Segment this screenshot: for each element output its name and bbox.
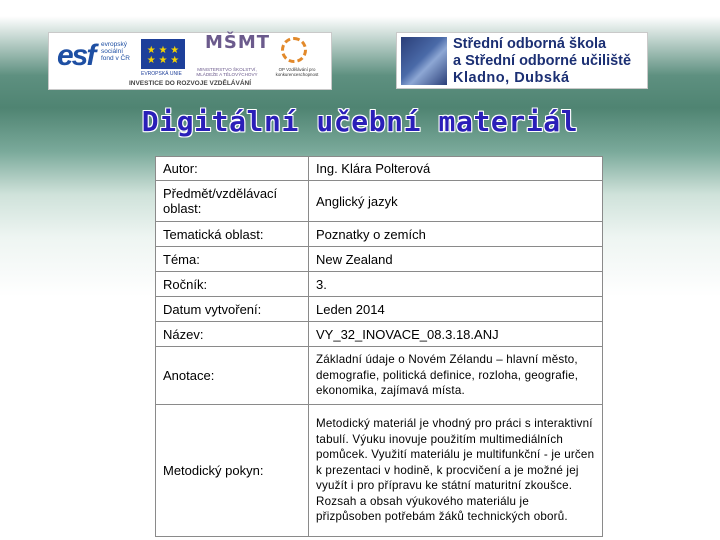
eu-caption: EVROPSKÁ UNIE: [141, 71, 182, 77]
msmt-logo: MŠMT: [205, 32, 271, 53]
esf-caption-line: evropský: [101, 41, 128, 48]
row-value: Základní údaje o Novém Zélandu – hlavní město, demografie, politická definice, rozloha, geografie, ekonomika, zajímavá místa.: [309, 347, 603, 405]
row-value: 3.: [309, 272, 603, 297]
school-name-line-1: Střední odborná škola: [453, 36, 607, 52]
row-value: Poznatky o zemích: [309, 222, 603, 247]
eu-flag-icon: ★ ★ ★ ★ ★ ★: [141, 39, 185, 69]
table-row: [156, 322, 603, 347]
row-label: Autor:: [156, 157, 309, 181]
op-caption: OP Vzdělávání pro konkurenceschopnost: [275, 67, 319, 77]
esf-logo: esf: [57, 39, 95, 72]
row-label: Předmět/vzdělávací oblast:: [156, 181, 309, 222]
row-value: New Zealand: [309, 247, 603, 272]
table-row: [156, 272, 603, 297]
table-row: [156, 247, 603, 272]
row-label: Název:: [156, 322, 309, 347]
page-title: Digitální učební materiál: [141, 105, 579, 138]
table-row: [156, 222, 603, 247]
table-row: [156, 157, 603, 181]
msmt-caption: MINISTERSTVO ŠKOLSTVÍ, MLÁDEŽE A TĚLOVÝCHOVY: [196, 67, 258, 77]
table-row: [156, 405, 603, 537]
op-logo-icon: [281, 37, 307, 63]
esf-logo-banner: [48, 32, 332, 90]
esf-caption-line: sociální: [101, 48, 124, 55]
row-value: Leden 2014: [309, 297, 603, 322]
esf-caption: [101, 41, 141, 62]
row-label: Ročník:: [156, 272, 309, 297]
school-logo-banner: [396, 32, 648, 89]
school-location: Kladno, Dubská: [453, 70, 570, 86]
row-value: VY_32_INOVACE_08.3.18.ANJ: [309, 322, 603, 347]
table-row: [156, 347, 603, 405]
school-name-line-2: a Střední odborné učiliště: [453, 53, 632, 69]
row-value: Anglický jazyk: [309, 181, 603, 222]
school-emblem-icon: [401, 37, 447, 85]
row-label: Téma:: [156, 247, 309, 272]
esf-caption-line: fond v ČR: [101, 55, 130, 62]
table-row: [156, 181, 603, 222]
row-label: Datum vytvoření:: [156, 297, 309, 322]
table-row: [156, 297, 603, 322]
investment-caption: INVESTICE DO ROZVOJE VZDĚLÁVÁNÍ: [128, 80, 252, 87]
row-label: Tematická oblast:: [156, 222, 309, 247]
row-label: Metodický pokyn:: [156, 405, 309, 537]
row-value: Metodický materiál je vhodný pro práci s interaktivní tabulí. Výuku inovuje použitím multimediálních pomůcek. Využití materiálu je multifunkční - je určen k prezentaci v hodině, k procvičení a je možné jej využít i pro přípravu ke státní maturitní zkoušce. Rozsah a obsah výukového materiálu je přizpůsoben potřebám žáků technických oborů.: [309, 405, 603, 537]
row-label: Anotace:: [156, 347, 309, 405]
material-info-table: [155, 156, 603, 537]
row-value: Ing. Klára Polterová: [309, 157, 603, 181]
